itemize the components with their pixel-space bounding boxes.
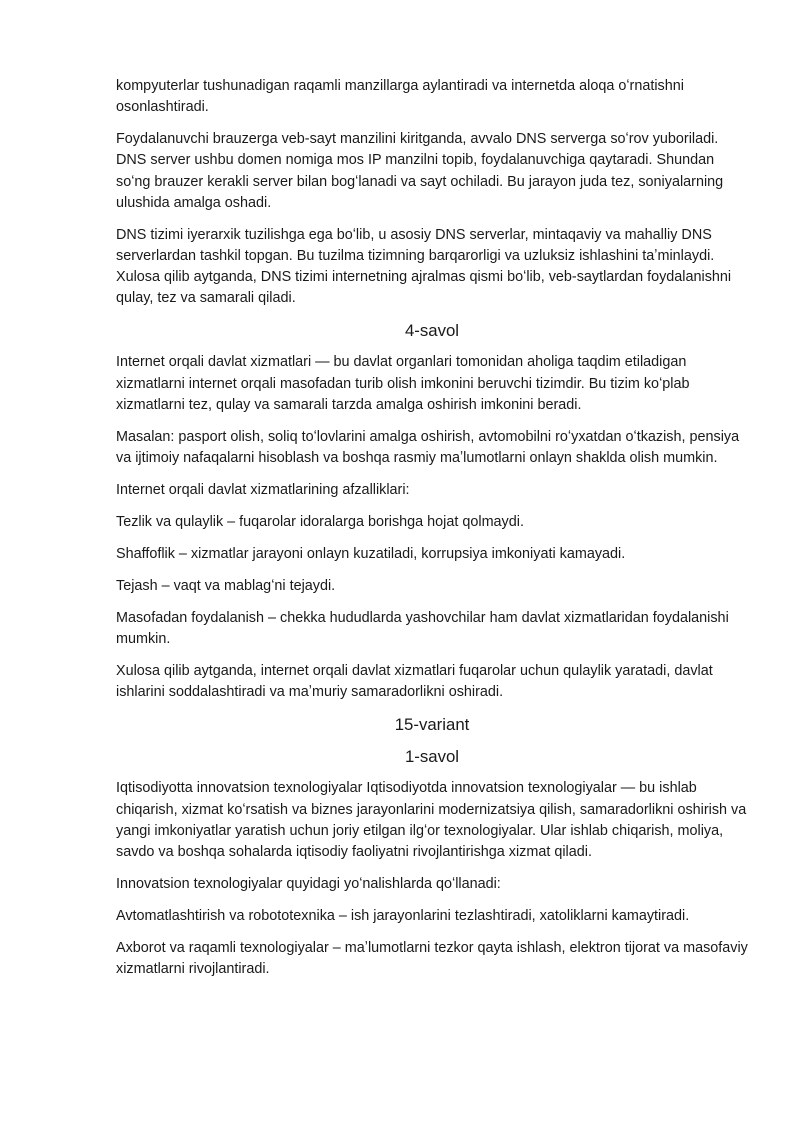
list-paragraph: Axborot va raqamli texnologiyalar – maʼlumotlarni tezkor qayta ishlash, elektron tijorat va masofaviy xizmatlarni rivojlantiradi. bbox=[116, 940, 748, 978]
list-paragraph: Avtomatlashtirish va robototexnika – ish jarayonlarini tezlashtiradi, xatoliklarni kamaytiradi. bbox=[116, 908, 690, 925]
section-heading: 1-savol bbox=[404, 747, 460, 767]
paragraph: DNS tizimi iyerarxik tuzilishga ega boʻlib, u asosiy DNS serverlar, mintaqaviy va mahalliy DNS serverlardan tashkil topgan. Bu tuzilma tizimning barqarorligi va uzluksiz ishlashini taʼminlaydi. Xulosa qilib aytganda, DNS tizimi internetning ajralmas qismi boʻlib, veb-saytlardan foydalanishni qulay, tez va samarali qiladi. bbox=[116, 226, 732, 307]
paragraph: kompyuterlar tushunadigan raqamli manzillarga aylantiradi va internetda aloqa oʻrnatishni osonlashtiradi. bbox=[116, 78, 684, 116]
paragraph: Masalan: pasport olish, soliq toʻlovlarini amalga oshirish, avtomobilni roʻyxatdan oʻtkazish, pensiya va ijtimoiy nafaqalarni hisoblash va boshqa rasmiy maʼlumotlarni onlayn shaklda olish mumkin. bbox=[116, 428, 740, 467]
list-paragraph: Shaffoflik – xizmatlar jarayoni onlayn kuzatiladi, korrupsiya imkoniyati kamayadi. bbox=[116, 546, 626, 563]
paragraph: Internet orqali davlat xizmatlarining afzalliklari: bbox=[116, 482, 410, 499]
document-body bbox=[116, 76, 748, 991]
paragraph: Innovatsion texnologiyalar quyidagi yoʻnalishlarda qoʻllanadi: bbox=[116, 876, 501, 893]
paragraph: Internet orqali davlat xizmatlari — bu davlat organlari tomonidan aholiga taqdim etiladigan xizmatlarni internet orqali masofadan turib olish imkonini beruvchi tizimdir. Bu tizim koʻplab xizmatlarni tez, qulay va samarali tarzda amalga oshirish imkonini beradi. bbox=[116, 354, 690, 413]
variant-heading: 15-variant bbox=[394, 715, 470, 735]
list-paragraph: Tezlik va qulaylik – fuqarolar idoralarga borishga hojat qolmaydi. bbox=[116, 514, 524, 531]
section-heading: 4-savol bbox=[404, 321, 460, 341]
list-paragraph: Tejash – vaqt va mablagʻni tejaydi. bbox=[116, 578, 336, 595]
paragraph: Foydalanuvchi brauzerga veb-sayt manzilini kiritganda, avvalo DNS serverga soʻrov yuboriladi. DNS server ushbu domen nomiga mos IP manzilni topib, foydalanuvchiga qaytaradi. Shundan soʻng brauzer kerakli server bilan bogʻlanadi va sayt ochiladi. Bu jarayon juda tez, soniyalarning ulushida amalga oshadi. bbox=[116, 131, 724, 211]
paragraph: Iqtisodiyotta innovatsion texnologiyalar Iqtisodiyotda innovatsion texnologiyalar — bu ishlab chiqarish, xizmat koʻrsatish va biznes jarayonlarini modernizatsiya qilish, samaradorlikni oshirish va yangi imkoniyatlar yaratish uchun joriy etilgan ilgʻor texnologiyalar. Ular ishlab chiqarish, moliya, savdo va boshqa sohalarda iqtisodiy faoliyatni rivojlantirishga xizmat qiladi. bbox=[116, 780, 747, 861]
paragraph: Xulosa qilib aytganda, internet orqali davlat xizmatlari fuqarolar uchun qulaylik yaratadi, davlat ishlarini soddalashtiradi va maʼmuriy samaradorlikni oshiradi. bbox=[116, 663, 713, 701]
list-paragraph: Masofadan foydalanish – chekka hududlarda yashovchilar ham davlat xizmatlaridan foydalanishi mumkin. bbox=[116, 610, 729, 648]
